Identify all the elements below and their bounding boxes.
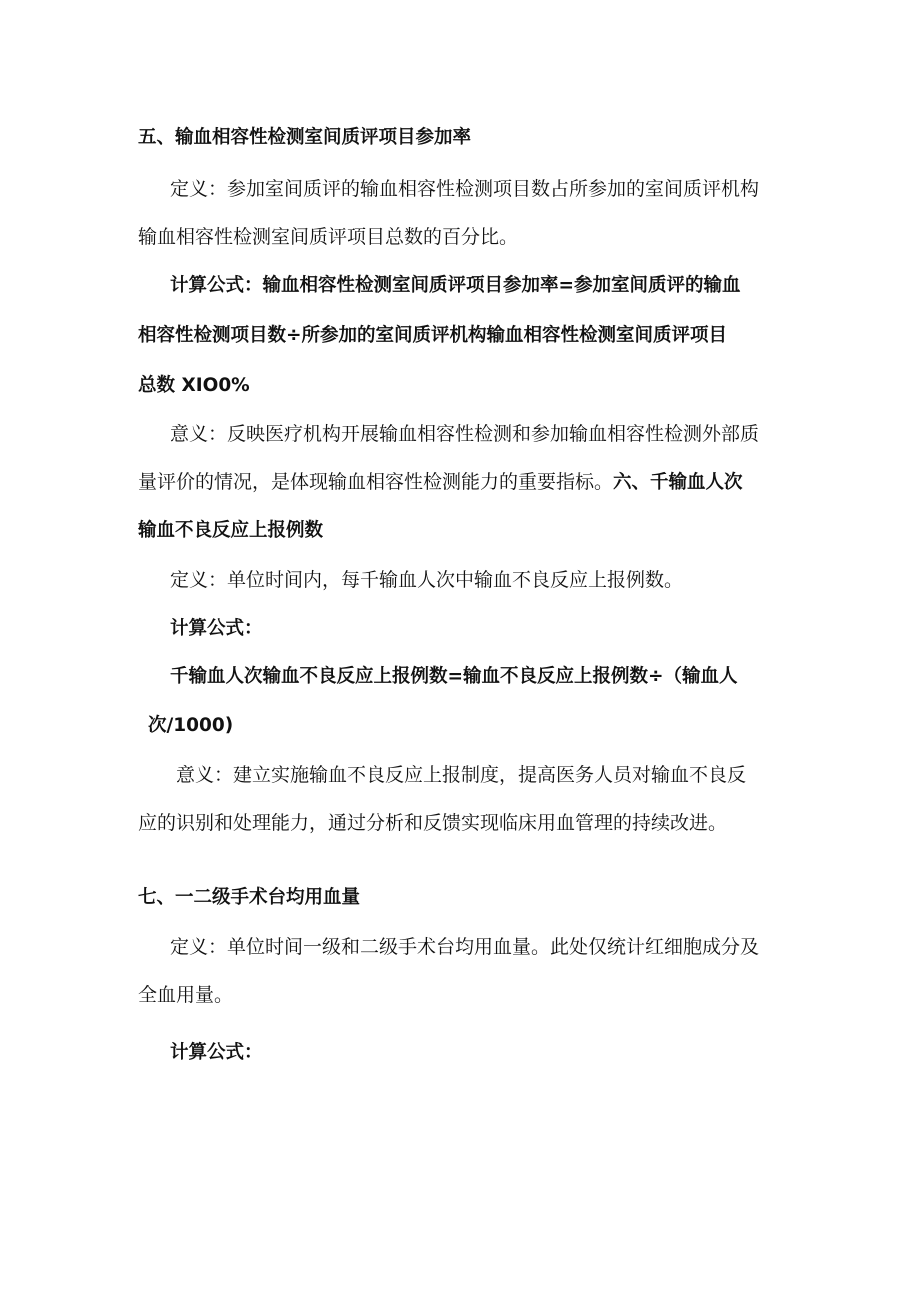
section-5-definition-line-2: 输血相容性检测室间质评项目总数的百分比。	[138, 226, 519, 248]
section-7-definition-line-2: 全血用量。	[138, 984, 234, 1006]
section-6-formula-line-1: 千输血人次输血不良反应上报例数=输血不良反应上报例数÷（输血人	[170, 666, 738, 687]
section-5-heading: 五、输血相容性检测室间质评项目参加率	[138, 127, 472, 148]
section-5-formula-line-3: 总数 XIO0%	[138, 375, 250, 396]
section-6-meaning-line-1: 意义：建立实施输血不良反应上报制度，提高医务人员对输血不良反	[176, 764, 747, 786]
section-6-formula-label: 计算公式：	[170, 618, 263, 639]
section-6-formula-line-2: 次/1000)	[148, 715, 234, 736]
section-5-definition-line-1: 定义：参加室间质评的输血相容性检测项目数占所参加的室间质评机构	[170, 178, 760, 200]
section-6-definition: 定义：单位时间内，每千输血人次中输血不良反应上报例数。	[170, 569, 684, 591]
section-6-heading-start: 六、千输血人次	[613, 472, 743, 493]
section-5-meaning-text: 量评价的情况，是体现输血相容性检测能力的重要指标。	[138, 471, 614, 493]
section-7-heading: 七、一二级手术台均用血量	[138, 887, 361, 908]
section-5-formula-line-1: 计算公式：输血相容性检测室间质评项目参加率=参加室间质评的输血	[170, 275, 741, 296]
section-5-meaning-line-2	[138, 469, 788, 496]
section-5-meaning-line-1: 意义：反映医疗机构开展输血相容性检测和参加输血相容性检测外部质	[170, 423, 760, 445]
section-7-formula-label: 计算公式：	[170, 1042, 263, 1063]
section-5-formula-line-2: 相容性检测项目数÷所参加的室间质评机构输血相容性检测室间质评项目	[138, 325, 728, 346]
section-7-definition-line-1: 定义：单位时间一级和二级手术台均用血量。此处仅统计红细胞成分及	[170, 936, 760, 958]
section-6-heading: 输血不良反应上报例数	[138, 520, 324, 541]
section-6-meaning-line-2: 应的识别和处理能力，通过分析和反馈实现临床用血管理的持续改进。	[138, 812, 728, 834]
